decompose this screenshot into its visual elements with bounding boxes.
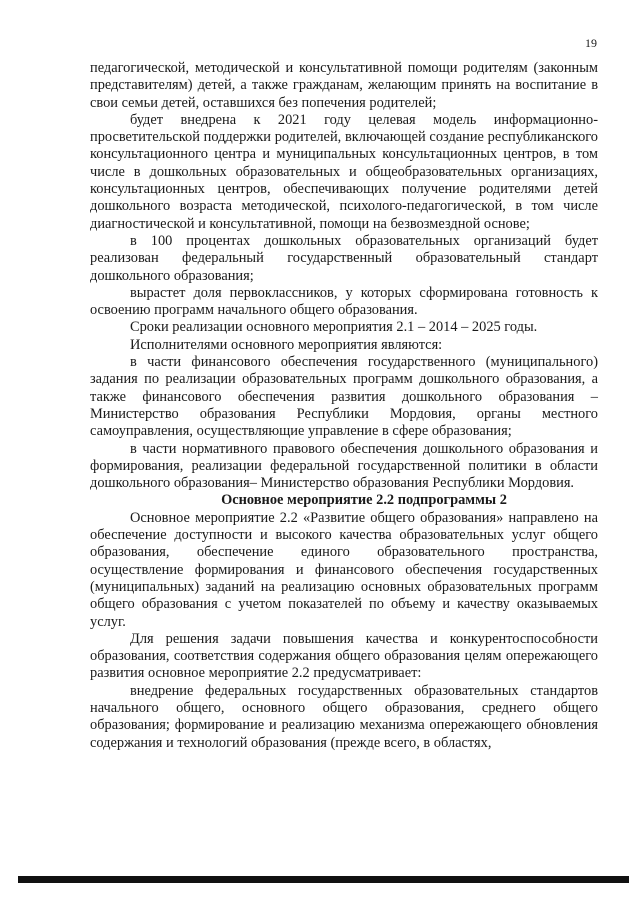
paragraph: педагогической, методической и консультативной помощи родителям (законным представителям) детей, а также гражданам, желающим принять на воспитание в свои семьи детей, оставшихся без попечения родителей; bbox=[90, 60, 598, 111]
paragraph: Для решения задачи повышения качества и конкурентоспособности образования, соответствия содержания общего образования целям опережающего развития основное мероприятие 2.2 предусматривает: bbox=[90, 630, 598, 682]
document-body bbox=[90, 60, 598, 752]
scan-edge-bar bbox=[18, 876, 629, 883]
paragraph: вырастет доля первоклассников, у которых сформирована готовность к освоению программ начального общего образования. bbox=[90, 284, 598, 319]
page-number: 19 bbox=[585, 36, 597, 50]
paragraph: в части нормативного правового обеспечения дошкольного образования и формирования, реализации федеральной государственной политики в области дошкольного образования– Министерство образования Республики Мордовия. bbox=[90, 440, 598, 492]
paragraph: будет внедрена к 2021 году целевая модель информационно-просветительской поддержки родителей, включающей создание республиканского консультационного центра и муниципальных консультационных центров, в том числе в дошкольных образовательных и общеобразовательных организациях, консультационных центров, обеспечивающих получение родителями детей дошкольного возраста методической, психолого-педагогической, в том числе диагностической и консультативной, помощи на безвозмездной основе; bbox=[90, 111, 598, 232]
paragraph: внедрение федеральных государственных образовательных стандартов начального общего, основного общего образования, среднего общего образования; формирование и реализацию механизма опережающего обновления содержания и технологий образования (прежде всего, в областях, bbox=[90, 682, 598, 751]
section-heading: Основное мероприятие 2.2 подпрограммы 2 bbox=[221, 492, 507, 509]
paragraph: Исполнителями основного мероприятия являются: bbox=[130, 336, 443, 353]
paragraph: Основное мероприятие 2.2 «Развитие общего образования» направлено на обеспечение доступности и высокого качества образовательных услуг общего образования, обеспечение единого образовательного пространства, осуществление формирования и финансового обеспечения государственных (муниципальных) заданий на реализацию основных образовательных программ общего образования с учетом показателей по объему и качеству оказываемых услуг. bbox=[90, 509, 598, 630]
paragraph: в 100 процентах дошкольных образовательных организаций будет реализован федеральный государственный образовательный стандарт дошкольного образования; bbox=[90, 232, 598, 284]
paragraph: в части финансового обеспечения государственного (муниципального) задания по реализации образовательных программ дошкольного образования, а также финансового обеспечения развития дошкольного образования – Министерство образования Республики Мордовия, органы местного самоуправления, осуществляющие управление в сфере образования; bbox=[90, 354, 598, 440]
paragraph: Сроки реализации основного мероприятия 2.1 – 2014 – 2025 годы. bbox=[130, 319, 538, 336]
